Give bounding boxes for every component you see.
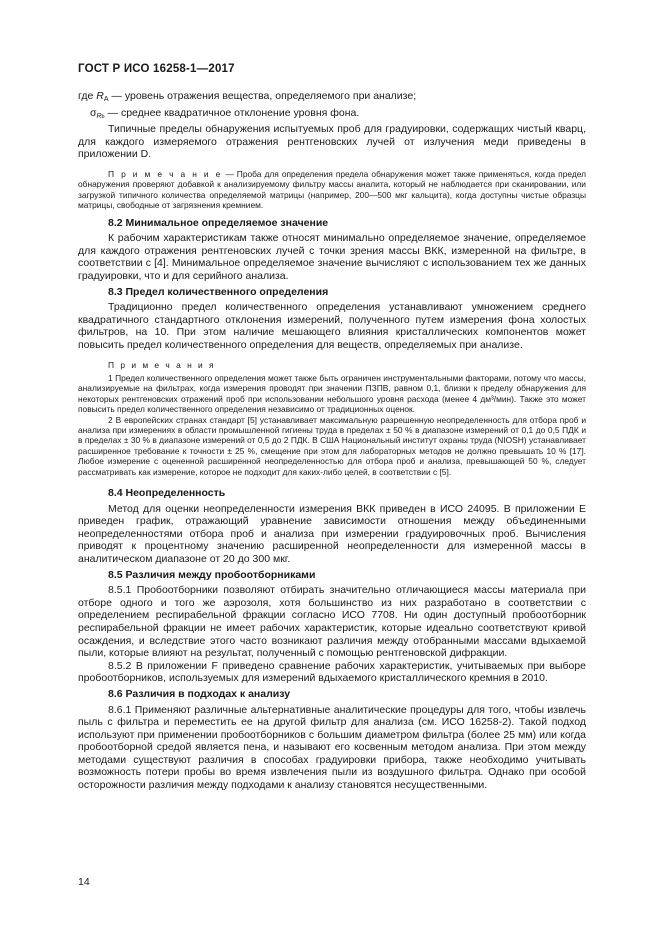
symbol-sub-r: Rb xyxy=(96,112,105,120)
where-line-sigma: $\sigma_{Rb}$ — среднее квадратичное отклонение уровня фона. xyxy=(90,106,360,120)
note-2: 2 В европейских странах стандарт [5] устанавливает максимальную разрешенную неопределенность для отбора проб и анализа при измерениях в области промышленной гигиены труда в пределах ± 50 % в диапазоне измерений от 0,1 до 0,5 ПДК и в пределах ± 30 % в диапазоне измерений от 0,5 до 2 ПДК. В США Национальный институт охраны труда (NIOSH) устанавливает расширенное требование к точности ± 25 %, смещение при этом для лабораторных методов не должно превышать 10 % [17]. Любое измерение с оцененной расширенной неопределенностью для отбора проб и анализа, превышающей 50 %, следует рассматривать как измерение, которое не подходит для каких-либо целей, в соответствии с [5]. xyxy=(78,414,586,477)
section-8-5-title: 8.5 Различия между пробоотборниками xyxy=(108,568,316,581)
section-8-2-title: 8.2 Минимальное определяемое значение xyxy=(108,216,329,229)
paragraph-detection-limits: Типичные пределы обнаружения испытуемых проб для градуировки, содержащих чистый кварц, для каждого измеряемого отражения рентгеновских лучей от излучения меди приведены в приложении D. xyxy=(78,123,586,161)
symbol-sigma: σ xyxy=(90,106,97,119)
page-number: 14 xyxy=(78,876,90,888)
section-8-5-2-text: 8.5.2 В приложении F приведено сравнение рабочих характеристик, учитываемых при выборе пробоотборников, используемых для измерений вдыхаемого кристаллического кремния в 2010. xyxy=(78,659,586,685)
symbol-r: R xyxy=(96,90,104,102)
section-8-2-text: К рабочим характеристикам также относят минимально определяемое значение, определяемое для каждого отражения рентгеновских лучей с точки зрения массы ВКК, измеренной на фильтре, в соответствии с [4]. Минимальное определяемое значение вычисляют с использованием тех же данных градуировки, что и для серийного анализа. xyxy=(78,232,586,282)
section-8-4-text: Метод для оценки неопределенности измерения ВКК приведен в ИСО 24095. В приложении Е приведен график, отражающий уравнение зависимости отношения между объединенными неопределенностями отбора проб и анализа при измерении градуировочных проб. Вычисления приводят к процентному значению расширенной неопределенности для измеренной массы в аналитическом диапазоне от 20 до 300 мкг. xyxy=(78,502,586,565)
section-8-4-title: 8.4 Неопределенность xyxy=(108,487,226,499)
section-8-3-title: 8.3 Предел количественного определения xyxy=(108,285,329,298)
where-line-ra: где $R_A$ — уровень отражения вещества, определяемого при анализе; xyxy=(78,90,417,103)
symbol-sub-a: A xyxy=(103,96,109,103)
section-8-6-1-text: 8.6.1 Применяют различные альтернативные аналитические процедуры для того, чтобы извлечь пыль с фильтра и переместить ее на другой фильтр для анализа (см. ИСО 16258-2). Такой подход используют при применении пробоотборников с большим диаметром фильтра (более 25 мм) или когда пробоотборной средой является пена, и называют его косвенным методом анализа. При этом между методами существуют различия в способах градуировки прибора, также необходимо учитывать возможность потери пробы во время извлечения пыли из воздушного фильтра. Однако при особой осторожности различия между подходами к анализу становятся несущественными. xyxy=(78,703,586,792)
note-detection: П р и м е ч а н и е — Проба для определения предела обнаружения может также применяться, когда предел обнаружения проверяют добавкой к анализируемому фильтру массы аналита, который не наблюдается при сканировании, или загрузкой типичного количества определяемой матрицы (например, 200—500 мкг кальцита), когда доступны чистые образцы матрицы, свободные от загрязнения кремнием. xyxy=(78,168,587,211)
section-8-6-title: 8.6 Различия в подходах к анализу xyxy=(108,687,291,700)
notes-label: П р и м е ч а н и я xyxy=(108,359,216,370)
note-1: 1 Предел количественного определения может также быть ограничен инструментальными факторами, потому что массы, анализируемые на фильтрах, когда измерения проводят при значении ПЗПВ, равном 0,1, близки к пределу обнаружения для некоторых рентгеновских отражений проб при использовании небольшого уровня расхода (менее 4 дм³/мин). Также это может повысить предел количественного определения независимо от традиционных оценок. xyxy=(78,372,586,415)
document-header: ГОСТ Р ИСО 16258-1—2017 xyxy=(78,63,235,75)
section-8-5-1-text: 8.5.1 Пробоотборники позволяют отбирать значительно отличающиеся массы материала при отборе одного и того же аэрозоля, хотя большинство из них разработано в соответствии с определением респирабельной фракции согласно ИСО 7708. Ни один доступный пробоотборник респирабельной фракции не имеет рабочих характеристик, которые идеально соответствуют кривой осаждения, и вследствие этого часто возникают различия между отобранными массами вдыхаемой пыли, которые влияют на результат, полученный с помощью рентгеновской дифракции. xyxy=(78,584,586,660)
section-8-3-text: Традиционно предел количественного определения устанавливают умножением среднего квадратичного стандартного отклонения измерений, полученного путем измерения фона холостых фильтров, на 10. При этом наличие мешающего влияния кристаллических компонентов может повысить предел количественного определения для веществ, определяемых при анализе. xyxy=(78,301,586,351)
document-body xyxy=(78,90,586,792)
